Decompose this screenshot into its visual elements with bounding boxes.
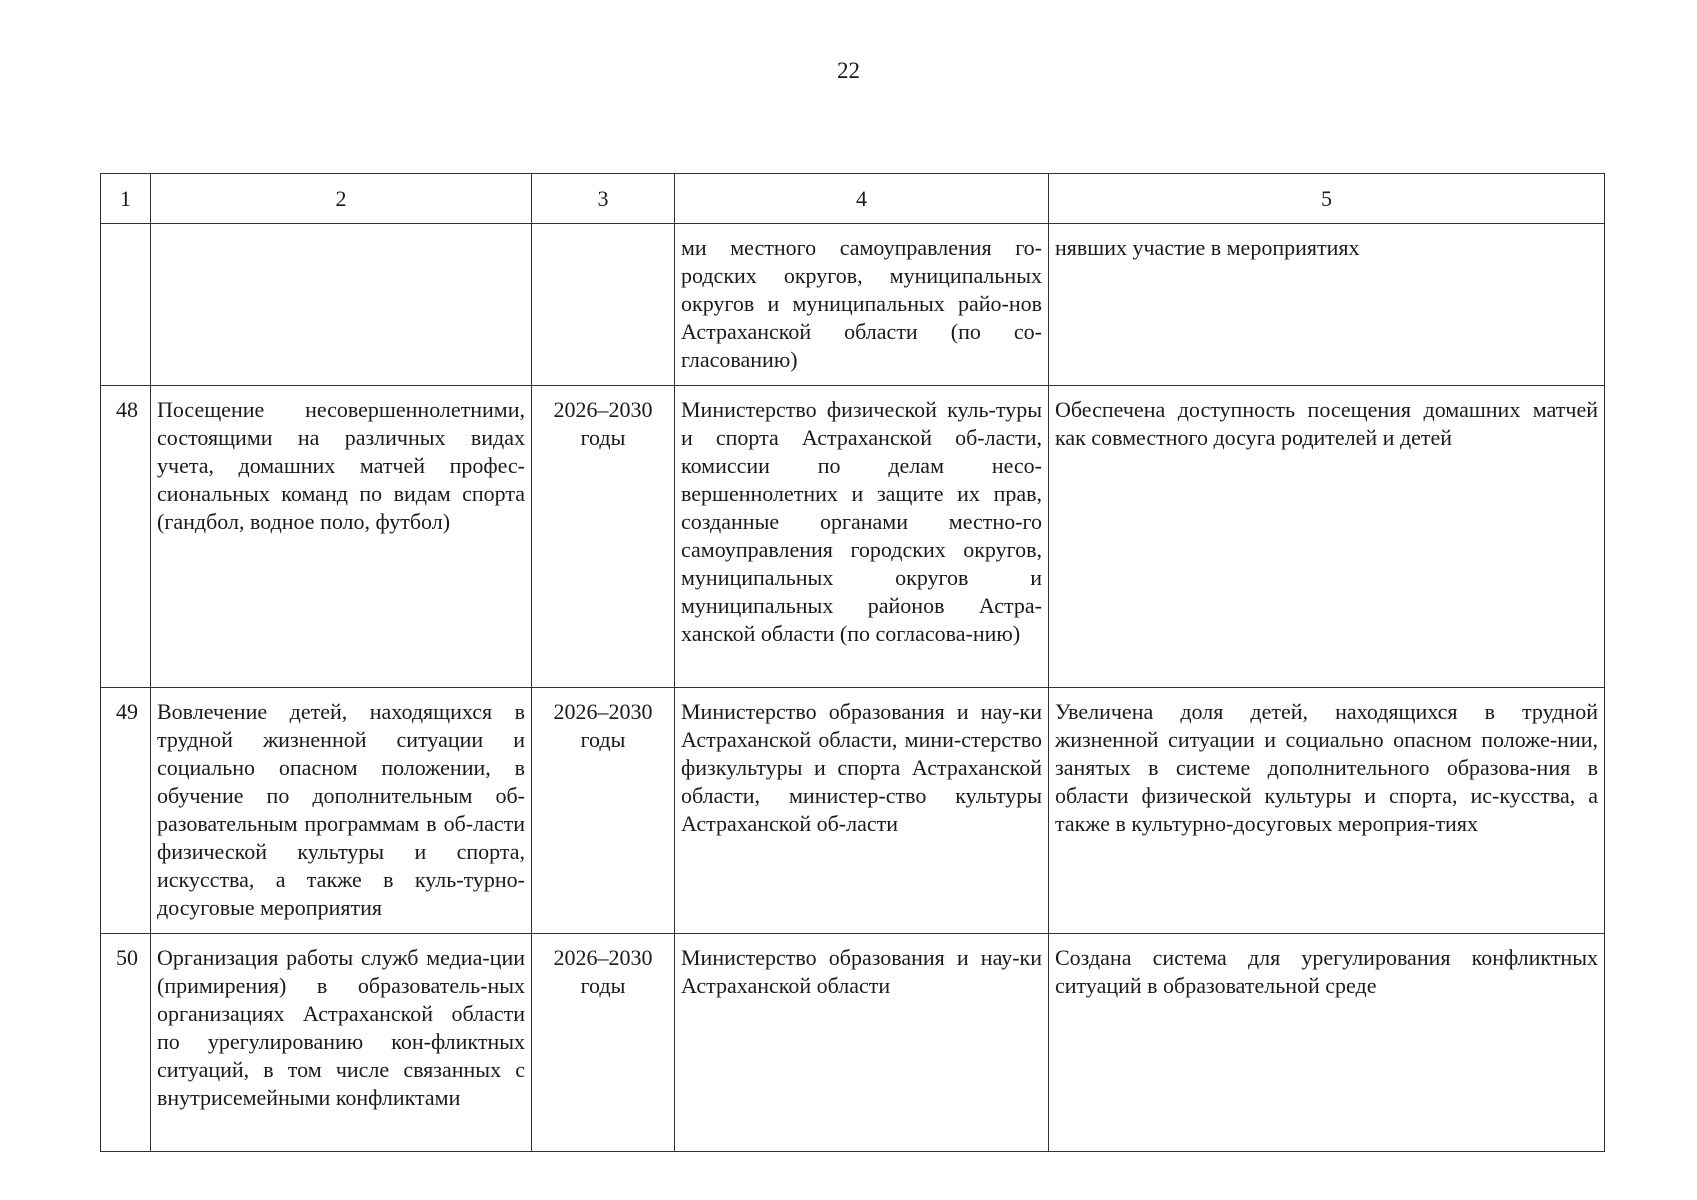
result-cell: нявших участие в мероприятиях (1049, 224, 1605, 386)
period-cell (532, 224, 675, 386)
result-cell: Обеспечена доступность посещения домашних матчей как совместного досуга родителей и детей (1049, 386, 1605, 688)
header-col-2: 2 (151, 174, 532, 224)
row-number: 50 (101, 934, 151, 1152)
executor-cell: Министерство образования и нау-ки Астраханской области, мини-стерство физкультуры и спорта Астраханской области, министер-ство культуры Астраханской об-ласти (675, 688, 1049, 934)
measure-cell: Посещение несовершеннолетними, состоящими на различных видах учета, домашних матчей профес-сиональных команд по видам спорта (гандбол, водное поло, футбол) (151, 386, 532, 688)
page-number: 22 (837, 58, 860, 83)
table-header-row (101, 174, 1605, 224)
row-number: 48 (101, 386, 151, 688)
period-cell: 2026–2030 годы (532, 386, 675, 688)
table-row (101, 688, 1605, 934)
header-col-1: 1 (101, 174, 151, 224)
measure-cell: Вовлечение детей, находящихся в трудной жизненной ситуации и социально опасном положении, в обучение по дополнительным об-разовательным программам в об-ласти физической культуры и спорта, искусства, а также в куль-турно-досуговые мероприятия (151, 688, 532, 934)
table-row (101, 386, 1605, 688)
result-cell: Создана система для урегулирования конфликтных ситуаций в образовательной среде (1049, 934, 1605, 1152)
result-cell: Увеличена доля детей, находящихся в трудной жизненной ситуации и социально опасном положе-нии, занятых в системе дополнительного образова-ния в области физической культуры и спорта, ис-кусства, а также в культурно-досуговых мероприя-тиях (1049, 688, 1605, 934)
period-cell: 2026–2030 годы (532, 934, 675, 1152)
measure-cell: Организация работы служб медиа-ции (примирения) в образователь-ных организациях Астраханской области по урегулированию кон-фликтных ситуаций, в том числе связанных с внутрисемейными конфликтами (151, 934, 532, 1152)
header-col-5: 5 (1049, 174, 1605, 224)
executor-cell: Министерство физической куль-туры и спорта Астраханской об-ласти, комиссии по делам несо-вершеннолетних и защите их прав, созданные органами местно-го самоуправления городских округов, муниципальных округов и муниципальных районов Астра-ханской области (по согласова-нию) (675, 386, 1049, 688)
row-number (101, 224, 151, 386)
table-row (101, 934, 1605, 1152)
executor-cell: ми местного самоуправления го-родских округов, муниципальных округов и муниципальных райо-нов Астраханской области (по со-гласованию) (675, 224, 1049, 386)
row-number: 49 (101, 688, 151, 934)
table-row (101, 224, 1605, 386)
header-col-3: 3 (532, 174, 675, 224)
period-cell: 2026–2030 годы (532, 688, 675, 934)
header-col-4: 4 (675, 174, 1049, 224)
measures-table (100, 173, 1605, 1152)
executor-cell: Министерство образования и нау-ки Астраханской области (675, 934, 1049, 1152)
measure-cell (151, 224, 532, 386)
